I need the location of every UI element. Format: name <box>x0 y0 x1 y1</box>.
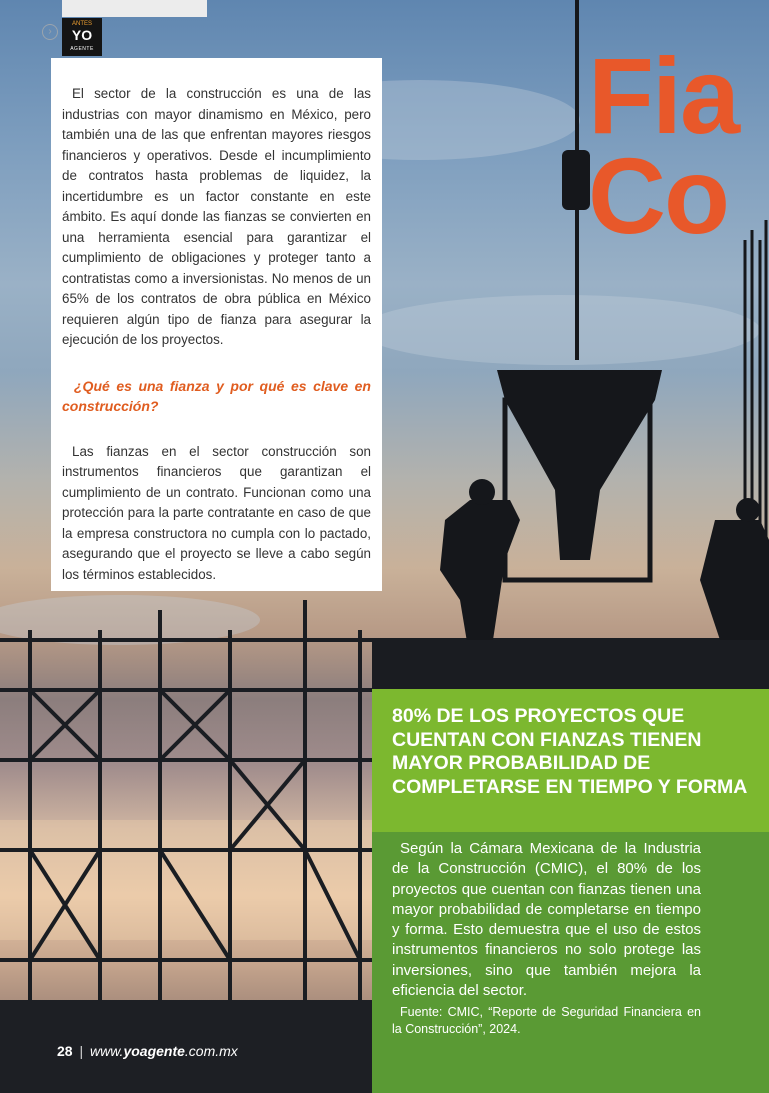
page-footer <box>57 1043 238 1059</box>
callout-body <box>372 832 769 1093</box>
top-bar <box>62 0 207 17</box>
title-line-2: Co <box>588 135 728 256</box>
footer-divider: | <box>79 1043 84 1059</box>
logo-small-text: ANTES <box>71 21 92 27</box>
answer-paragraph: Las fianzas en el sector construcción son instrumentos financieros que garantizan el cumplimiento de un contrato. Funcionan como una protección para la parte contratante en caso de que la empresa constructora no cumpla con lo pactado, asegurando que el proyecto se lleve a cabo según los términos establecidos. <box>62 443 371 582</box>
page-title <box>588 35 739 256</box>
page-number: 28 <box>57 1043 73 1059</box>
website-link[interactable] <box>90 1043 238 1059</box>
callout-paragraph: Según la Cámara Mexicana de la Industria de la Construcción (CMIC), el 80% de los proyectos que cuentan con fianzas tienen una mayor probabilidad de completarse en tiempo y forma. Esto demuestra que el uso de estos instrumentos financieros no solo protege las inversiones, sino que también mejora la eficiencia del sector. <box>392 840 701 1000</box>
yo-agente-logo[interactable] <box>62 18 102 56</box>
url-brand: yoagente <box>123 1043 185 1059</box>
article-text-box <box>51 58 382 591</box>
logo-tag-text: AGENTE <box>70 46 94 52</box>
section-question-heading: ¿Qué es una fianza y por qué es clave en construcción? <box>62 377 371 414</box>
title-line-1: Fia <box>588 35 739 156</box>
logo-main-text: YO <box>71 27 93 43</box>
chevron-right-icon[interactable]: › <box>42 24 58 40</box>
intro-paragraph: El sector de la construcción es una de las industrias con mayor dinamismo en México, pero también una de las que enfrentan mayores riesgos financieros y operativos. Desde el incumplimiento de contratos hasta problemas de liquidez, la incertidumbre es un factor constante en este ámbito. Es aquí donde las fianzas se convierten en una herramienta esencial para garantizar el cumplimiento de obligaciones y proteger tanto a contratistas como a inversionistas. No menos de un 65% de los contratos de obra pública en México requieren algún tipo de fianza para asegurar la ejecución de los proyectos. <box>62 86 371 347</box>
callout-headline: 80% DE LOS PROYECTOS QUE CUENTAN CON FIANZAS TIENEN MAYOR PROBABILIDAD DE COMPLETARSE EN TIEMPO Y FORMA <box>372 689 769 832</box>
url-suffix: .com.mx <box>184 1043 238 1059</box>
url-prefix: www. <box>90 1043 124 1059</box>
callout-source: Fuente: CMIC, “Reporte de Seguridad Financiera en la Construcción”, 2024. <box>392 1005 701 1037</box>
